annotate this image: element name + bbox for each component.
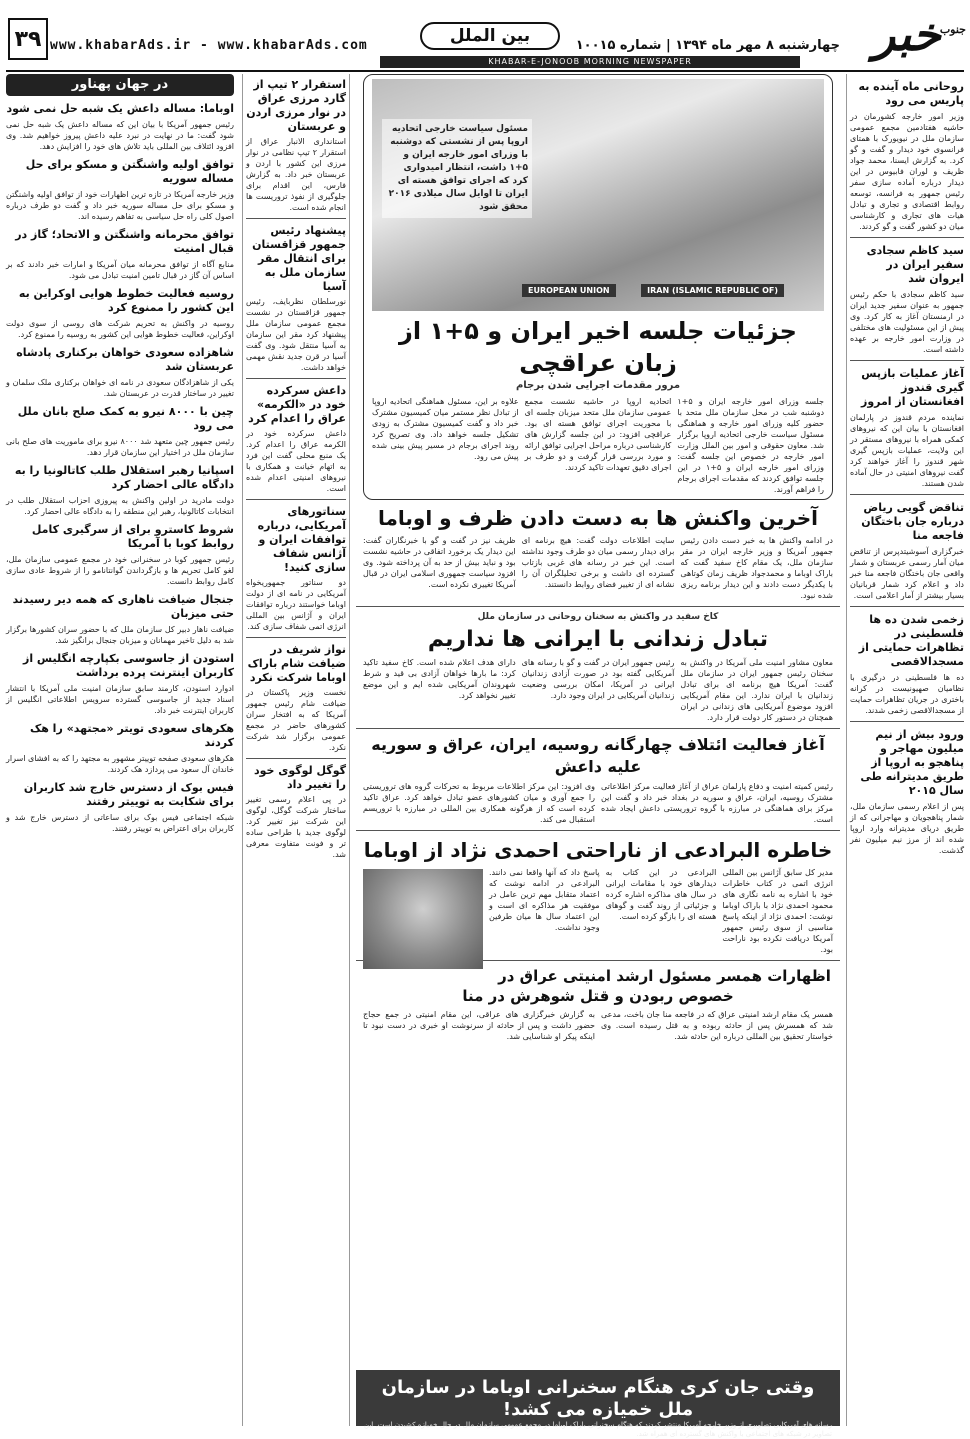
- brief-body: رئیس جمهور آمریکا با بیان این که مساله داعش یک شبه حل نمی شود گفت: ما در نهایت در نبرد علیه داعش پیروز خواهیم شد. وی افزود ائتلاف بین المللی باید تلاش های خود را افزایش دهد.: [6, 120, 234, 151]
- brief-title: فیس بوک از دسترس خارج شد کاربران برای شکایت به توییتر رفتند: [23, 781, 234, 808]
- main-news-column: [356, 74, 840, 1438]
- news-title: داعش سرکرده خود در «الکرمه» عراق را اعدام کرد: [248, 384, 346, 425]
- story4-paragraph: وی افزود: این مرکز اطلاعات مربوط به تحرکات گروه های تروریستی را جمع آوری و میان کشورهای عضو تبادل خواهد کرد. عراق تاکید کرده است که از هرگونه همکاری بین المللی در مبارزه با تروریسم استقبال می کند.: [363, 782, 595, 824]
- footer-story-box: [356, 1370, 840, 1438]
- right-news-column: [846, 74, 964, 1426]
- footer-headline: وقتی جان کری هنگام سخنرانی اوباما در سازمان ملل خمیازه می کشد!: [381, 1377, 815, 1420]
- logo-text: خبر: [873, 7, 941, 61]
- story5-columns: [489, 867, 833, 955]
- brief-title: اسپانیا رهبر استقلال طلب کاتالونیا را به دادگاه عالی احضار کرد: [14, 464, 234, 491]
- brief-body: ادوارد اسنودن، کارمند سابق سازمان امنیت ملی آمریکا با انتشار اسناد جدید از جاسوسی گسترده سرویس اطلاعاتی انگلیس از کاربران اینترنت خبر داد.: [6, 684, 234, 715]
- story3-paragraph: دارای هدف اعلام شده است. کاخ سفید تاکید کرد: ما بارها خواهان آزادی بی قید و شرط شهروندان آمریکایی شده ایم و این موضع تغییر نخواهد کرد.: [362, 658, 516, 700]
- story5-headline: خاطره البرادعی از ناراحتی احمدی نژاد از اوباما: [363, 838, 833, 862]
- brief-title: توافق اولیه واشنگتن و مسکو برای حل مساله سوریه: [25, 158, 234, 185]
- news-title: زخمی شدن ده ها فلسطینی در تظاهرات حمایتی از مسجدالاقصی: [858, 613, 964, 668]
- news-body: نخست وزیر پاکستان در ضیافت شام رئیس جمهور آمریکا که به افتخار سران کشورهای حاضر در مجمع عمومی برگزار شد شرکت نکرد.: [246, 688, 346, 752]
- news-title: ورود بیش از نیم میلیون مهاجر و پناهجو به اروپا از طریق مدیترانه طی سال ۲۰۱۵: [860, 728, 964, 797]
- brief-body: رئیس جمهور کوبا در سخنرانی خود در مجمع عمومی سازمان ملل، لغو کامل تحریم ها و بازگرداندن گوانتانامو را از شروط عادی سازی کامل روابط دانست.: [6, 555, 234, 586]
- brief-body: روسیه در واکنش به تحریم شرکت های روسی از سوی دولت اوکراین، فعالیت خطوط هوایی این کشور به روسیه را ممنوع کرد.: [6, 319, 234, 339]
- story3-body: [356, 657, 840, 723]
- divider: [850, 360, 964, 361]
- lead-body: [372, 396, 824, 495]
- brief-title: استودن از جاسوسی بکپارچه انگلیس از کاربران اینترنت پرده برداشت: [23, 652, 234, 679]
- brief-body: وزیر خارجه آمریکا در تازه ترین اظهارات خود از توافق اولیه واشنگتن و مسکو برای حل مساله سوریه خبر داد و گفت دو طرف درباره اصول کلی راه حل سیاسی به تفاهم رسیده اند.: [6, 190, 234, 221]
- divider: [246, 378, 346, 379]
- news-title: روحانی ماه آینده به پاریس می رود: [858, 80, 964, 107]
- photo-caption: مسئول سیاست خارجی اتحادیه اروپا پس از نشستی که دوشنبه با وزرای امور خارجه ایران و ۵+۱ داشت، انتظار امیدواری کرد که اجرای توافق هسته ای ایران تا اوایل سال میلادی ۲۰۱۶ محقق شود: [382, 119, 532, 218]
- story2-paragraph: ظریف نیز در گفت و گو با خبرنگاران گفت: این دیدار یک برخورد اتفاقی در حاشیه نشست بود و نباید بیش از حد به آن پرداخته شود. وی افزود سیاست جمهوری اسلامی ایران در قبال آمریکا تغییری نکرده است.: [362, 536, 516, 589]
- story3-headline: تبادل زندانی با ایرانی ها نداریم: [427, 627, 769, 652]
- header-rule: [6, 70, 964, 72]
- news-body: در پی اعلام رسمی تغییر ساختار شرکت گوگل، لوگوی این شرکت نیز تغییر کرد. لوگوی جدید با طراحی ساده تر و فونت متفاوت معرفی شد.: [246, 795, 346, 859]
- news-title: سید کاظم سجادی سفیر ایران در ایروان شد: [866, 244, 964, 285]
- footer-body: رسانه های آمریکایی تصاویری از وزیر خارجه آمریکا منتشر کردند که هنگام سخنرانی باراک اوباما در مجمع عمومی سازمان ملل در حال خمیازه کشیدن است. این تصاویر در شبکه های اجتماعی با واکنش های گسترده ای همراه شد.: [364, 1421, 832, 1438]
- brief-body: شبکه اجتماعی فیس بوک برای ساعاتی از دسترس خارج شد و کاربران برای اعتراض به توییتر رفتند.: [6, 813, 234, 833]
- news-body: استانداری الانبار عراق از استقرار ۲ تیپ نظامی در نوار مرزی این کشور با اردن و عربستان خبر داد. به گزارش فارس، این اقدام برای جلوگیری از نفوذ تروریست ها انجام شده است.: [246, 137, 347, 212]
- story3-paragraph: رئیس جمهور ایران در گفت و گو با رسانه های آمریکایی گفته بود در صورت آزادی زندانیان ایرانی در آمریکا، امکان بررسی وضعیت زندانیان آمریکایی در ایران وجود دارد.: [521, 658, 675, 700]
- story6-headline: اظهارات همسر مسئول ارشد امنیتی عراق در خصوص ربودن و قتل شوهرش در منا: [462, 967, 831, 1005]
- story6-paragraph: به گزارش خبرگزاری های عراقی، این مقام امنیتی در جمع حجاج حضور داشت و پس از حادثه از سرنوشت او خبری در دست نبود تا اینکه پیکر او شناسایی شد.: [363, 1010, 595, 1041]
- story5-paragraph: پاسخ داد که آنها واقعا نمی دانند. البرادعی در ادامه نوشت که اعتماد متقابل مهم ترین عامل در موفقیت هر مذاکره ای است و این اعتماد سال ها میان طرفین وجود نداشت.: [488, 868, 600, 932]
- world-briefs-title: در جهان پهناور: [6, 74, 234, 96]
- news-body: دو سناتور جمهوریخواه آمریکایی در نامه ای از دولت اوباما خواستند درباره توافقات ایران و آژانس بین المللی انرژی اتمی شفاف سازی کند.: [246, 578, 346, 631]
- story4-paragraph: رئیس کمیته امنیت و دفاع پارلمان عراق از آغاز فعالیت مرکز اطلاعاتی مشترک روسیه، ایران، عراق و سوریه در بغداد خبر داد و گفت این مرکز برای هماهنگی در مبارزه با گروه تروریستی داعش ایجاد شده است.: [601, 782, 833, 824]
- news-body: پس از اعلام رسمی سازمان ملل، شمار پناهجویان و مهاجرانی که از طریق دریای مدیترانه وارد اروپا شده اند از مرز نیم میلیون نفر گذشت.: [850, 802, 964, 855]
- world-briefs-column: [6, 74, 234, 1426]
- brief-title: هکرهای سعودی تویتر «مجتهد» را هک کردند: [29, 722, 234, 749]
- brief-title: شاهزاده سعودی خواهان برکناری پادشاه عربستان شد: [16, 346, 234, 373]
- brief-title: توافق محرمانه واشنگتن و الاتحاد؛ گاز در قبال امنیت: [15, 228, 234, 255]
- brief-body: هکرهای سعودی صفحه توییتر مشهور به مجتهد را که به افشای اسرار خاندان آل سعود می پردازد هک کردند.: [6, 754, 234, 774]
- logo-small-text: جنوب: [939, 23, 966, 36]
- divider: [850, 606, 964, 607]
- divider: [356, 830, 840, 831]
- issue-line: چهارشنبه ۸ مهر ماه ۱۳۹۴ | شماره ۱۰۰۱۵: [575, 38, 840, 53]
- masthead: [0, 0, 970, 70]
- brief-body: ضیافت ناهار دبیر کل سازمان ملل که با حضور سران کشورها برگزار شد به دلیل تاخیر مهمانان و میزبان جنجال برانگیز شد.: [6, 625, 234, 645]
- narrow-news-column: [242, 74, 350, 1426]
- story4-headline: آغاز فعالیت ائتلاف چهارگانه روسیه، ایران، عراق و سوریه علیه داعش: [371, 735, 825, 776]
- news-body: داعش سرکرده خود در الکرمه عراق را اعدام کرد. یک منبع محلی گفت این فرد به اتهام خیانت و همکاری با نیروهای امنیتی اعدام شده است.: [246, 429, 346, 493]
- english-banner: KHABAR-E-JONOOB MORNING NEWSPAPER: [380, 56, 800, 68]
- brief-body: یکی از شاهزادگان سعودی در نامه ای خواهان برکناری ملک سلمان و تغییر در ساختار قدرت در عربستان شد.: [6, 378, 234, 398]
- divider: [356, 606, 840, 607]
- divider: [246, 499, 346, 500]
- lead-paragraph: جلسه وزرای امور خارجه ایران و ۵+۱ دوشنبه شب در محل سازمان ملل متحد با حضور کلیه وزرای امور خارجه و هماهنگی مسئول سیاست خارجی اتحادیه اروپا برگزار شد. معاون حقوقی و امور بین الملل وزارت امور خارجه در خصوص این جلسه گفت: وزرای امور خارجه ایران و ۵+۱ در این جلسه توافق کردند که مقدمات اجرای برجام را فراهم آورند.: [677, 397, 824, 494]
- page-number: ۳۹: [8, 18, 48, 60]
- story2-paragraph: در ادامه واکنش ها به خبر دست دادن رئیس جمهور آمریکا و وزیر خارجه ایران در مقر سازمان ملل، یک مقام کاخ سفید گفت که باراک اوباما و محمدجواد ظریف زمان کوتاهی با یکدیگر دست دادند و این دیدار برنامه ریزی شده نبود.: [680, 536, 833, 600]
- nameplate-iran: IRAN (ISLAMIC REPUBLIC OF): [641, 284, 784, 297]
- news-body: نماینده مردم قندوز در پارلمان افغانستان با بیان این که نیروهای کمکی همراه با نیروهای مستقر در این ولایت، عملیات بازپس گیری شهر قندوز را آغاز خواهند کرد گفت نیروهای امنیتی در حال آماده شدن هستند.: [850, 413, 964, 488]
- news-title: گوگل لوگوی خود را تغییر داد: [253, 764, 346, 791]
- divider: [246, 758, 346, 759]
- nameplate-eu: EUROPEAN UNION: [522, 284, 616, 297]
- story5-body: [356, 867, 840, 955]
- story3-paragraph: معاون مشاور امنیت ملی آمریکا در واکنش به سخنان رئیس جمهور ایران در سازمان ملل گفت: آمریکا هیچ برنامه ای برای تبادل زندانیان با ایران ندارد. این مقام آمریکایی افزود موضوع آمریکایی های زندانی در ایران همچنان در دستور کار دولت قرار دارد.: [680, 658, 833, 722]
- brief-title: جنجال ضیافت ناهاری که همه دیر رسیدند حتی میزبان: [12, 593, 234, 620]
- news-title: تناقض گویی ریاض درباره جان باختگان فاجعه منا: [861, 501, 964, 542]
- site-url[interactable]: www.khabarAds.ir - www.khabarAds.com: [50, 38, 368, 53]
- brief-title: روسیه فعالیت خطوط هوایی اوکراین به این کشور را ممنوع کرد: [18, 287, 234, 314]
- divider: [246, 637, 346, 638]
- news-title: استقرار ۲ تیپ از گارد مرزی عراق در نوار مرزی اردن و عربستان: [246, 78, 346, 133]
- brief-title: چین با ۸۰۰۰ نیرو به کمک صلح بانان ملل می رود: [17, 405, 234, 432]
- story2-body: [356, 535, 840, 601]
- divider: [246, 218, 346, 219]
- news-title: نواز شریف در ضیافت شام باراک اوباما شرکت نکرد: [247, 643, 346, 684]
- divider: [356, 728, 840, 729]
- story2-headline: آخرین واکنش ها به دست دادن ظرف و اوباما: [378, 506, 818, 530]
- story2-paragraph: سایت اطلاعات دولت گفت: هیچ برنامه ای برای دیدار رسمی میان دو طرف وجود نداشته است. این خبر در رسانه های غربی بازتاب گسترده ای داشت و برخی تحلیلگران آن را نشانه ای از تغییر فضای روابط دانستند.: [521, 536, 675, 589]
- story3-kicker: کاخ سفید در واکنش به سخنان روحانی در سازمان ملل: [477, 612, 719, 622]
- divider: [850, 494, 964, 495]
- divider: [850, 237, 964, 238]
- story4-body: [356, 781, 840, 825]
- news-body: ده ها فلسطینی در درگیری با نظامیان صهیونیست در کرانه باختری در جریان تظاهرات حمایت از مسجدالاقصی زخمی شدند.: [850, 673, 964, 715]
- brief-body: دولت مادرید در اولین واکنش به پیروزی احزاب استقلال طلب در انتخابات کاتالونیا، رهبر این منطقه را به دادگاه عالی احضار کرد.: [6, 496, 234, 516]
- lead-headline: جزئیات جلسه اخیر ایران و ۵+۱ از زبان عراقچی: [399, 317, 797, 377]
- newspaper-logo: [854, 7, 966, 61]
- news-title: پیشنهاد رئیس جمهور قزاقستان برای انتقال مقر سازمان ملل به آسیا: [252, 224, 346, 293]
- story6-paragraph: همسر یک مقام ارشد امنیتی عراق که در فاجعه منا جان باخت، مدعی شد که همسرش پس از حادثه ربوده و به قتل رسیده است. وی خواستار تحقیق بین المللی درباره این حادثه شد.: [601, 1010, 833, 1041]
- news-body: سید کاظم سجادی با حکم رئیس جمهور به عنوان سفیر جدید ایران در ارمنستان آغاز به کار کرد. وی پیش از این مسئولیت های مختلفی در وزارت امور خارجه بر عهده داشته است.: [850, 290, 964, 354]
- story6-body: [356, 1009, 840, 1042]
- brief-body: منابع آگاه از توافق محرمانه میان آمریکا و امارات خبر دادند که بر اساس آن گاز در قبال تامین امنیت تبادل می شود.: [6, 260, 234, 280]
- news-title: آغاز عملیات بازپس گیری قندوز افغانستان از امروز: [860, 367, 964, 408]
- brief-title: شروط کاسترو برای از سرگیری کامل روابط کوبا با آمریکا: [31, 523, 234, 550]
- elbaradei-photo: [363, 869, 483, 969]
- lead-story-box: [363, 74, 833, 500]
- news-title: سناتورهای آمریکایی، درباره توافقات ایران و آژانس شفاف سازی کنید!: [257, 505, 346, 574]
- story5-paragraph: البرادعی در این کتاب به دیدارهای خود با مقامات ایرانی در سال های مذاکره اشاره کرده و جزئیاتی از روند گفت و گوهای هسته ای را بازگو کرده است.: [605, 868, 717, 921]
- brief-title: اوباما: مساله داعش یک شبه حل نمی شود: [6, 102, 234, 115]
- lead-paragraph: علاوه بر این، مسئول هماهنگی اتحادیه اروپا از تبادل نظر مستمر میان کمیسیون مشترک خبر داد و گفت کمیسیون مشترک به زودی تشکیل جلسه خواهد داد. وی تصریح کرد روند اجرای برجام در مسیر پیش بینی شده پیش می رود.: [371, 397, 519, 461]
- divider: [850, 721, 964, 722]
- lead-subhead: مرور مقدمات اجرایی شدن برجام: [515, 380, 681, 391]
- lead-paragraph: اتحادیه اروپا در حاشیه نشست مجمع عمومی سازمان ملل متحد میزبان جلسه ای با محوریت اجرای توافق هسته ای بود. عراقچی افزود: در این جلسه گزارش های کارشناسی درباره مراحل اجرایی توافق ارائه و مورد بررسی قرار گرفت و دو طرف بر اجرای دقیق تعهدات تاکید کردند.: [524, 397, 672, 472]
- meeting-photo: [372, 79, 824, 311]
- brief-body: رئیس جمهور چین متعهد شد ۸۰۰۰ نیرو برای ماموریت های صلح بانی سازمان ملل در اختیار این سازمان قرار دهد.: [6, 437, 235, 457]
- story5-paragraph: مدیر کل سابق آژانس بین المللی انرژی اتمی در کتاب خاطرات خود با اشاره به نامه نگاری های محمود احمدی نژاد با باراک اوباما نوشت: احمدی نژاد از اینکه پاسخ مناسبی از سوی رئیس جمهور آمریکا دریافت نکرده بود ناراحت بود.: [722, 868, 833, 954]
- news-body: خبرگزاری آسوشیتدپرس از تناقض میان آمار رسمی عربستان و شمار واقعی جان باختگان فاجعه منا خبر داد و اعلام کرد شمار قربانیان بسیار بیشتر از آمار اعلامی است.: [850, 547, 964, 600]
- news-body: نورسلطان نظربایف، رئیس جمهور قزاقستان در نشست مجمع عمومی سازمان ملل پیشنهاد کرد مقر این سازمان به آسیا منتقل شود. وی گفت آسیا در قرن جدید نقش مهمی خواهد داشت.: [246, 297, 346, 372]
- news-body: وزیر امور خارجه کشورمان در حاشیه هفتادمین مجمع عمومی سازمان ملل در نیویورک با همتای فرانسوی خود دیدار و گفت و گو کرد. به گزارش ایسنا، محمد جواد ظریف و لوران فابیوس در این دیدار درباره آماده سازی سفر رئیس جمهور به فرانسه، توسعه روابط اقتصادی و تجاری و تبادل هیات های تجاری و کارشناسی میان دو کشور گفت و گو کردند.: [850, 112, 964, 231]
- section-label: بین الملل: [420, 22, 560, 50]
